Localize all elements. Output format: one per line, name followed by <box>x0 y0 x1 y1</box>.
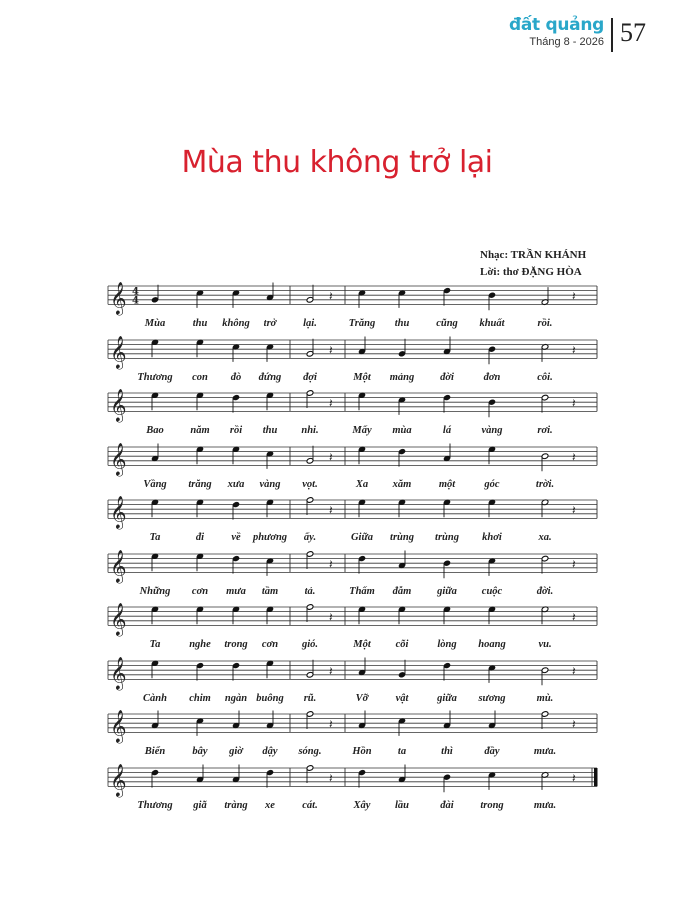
lyric-syllable: đơn <box>483 372 501 383</box>
lyric-syllable: Xây <box>353 800 371 811</box>
lyric-syllable: năm <box>190 425 210 436</box>
lyric-syllable: Biển <box>144 746 166 757</box>
quarter-rest: 𝄽 <box>329 557 333 572</box>
lyric-syllable: thu <box>394 318 410 329</box>
lyric-syllable: mưa. <box>533 800 557 811</box>
lyric-syllable: hoang <box>478 639 506 650</box>
lyric-syllable: Vầng <box>143 479 167 490</box>
treble-clef: 𝄞 <box>110 335 127 369</box>
quarter-rest: 𝄽 <box>572 717 576 732</box>
page-number: 57 <box>620 18 646 47</box>
quarter-rest: 𝄽 <box>329 503 333 518</box>
lyric-syllable: cuộc <box>481 586 503 597</box>
lyric-syllable: Thấm <box>349 586 375 597</box>
lyric-syllable: tràng <box>224 800 248 811</box>
lyric-syllable: giờ <box>229 746 243 757</box>
composer-credit: Nhạc: TRẦN KHÁNH <box>480 249 587 261</box>
quarter-rest: 𝄽 <box>572 450 576 465</box>
lyric-syllable: trở <box>263 318 277 329</box>
lyric-syllable: rơi. <box>537 425 553 436</box>
treble-clef: 𝄞 <box>110 763 127 797</box>
lyric-syllable: cơn <box>261 639 279 650</box>
lyric-syllable: lầu <box>394 800 410 811</box>
lyric-syllable: tả. <box>304 586 316 597</box>
lyric-syllable: về <box>231 532 241 543</box>
lyric-syllable: vu. <box>538 639 552 650</box>
lyric-syllable: Cành <box>143 693 167 704</box>
lyric-syllable: thì <box>441 746 453 757</box>
lyric-syllable: đợi <box>303 372 317 383</box>
lyric-syllable: đời. <box>536 586 554 597</box>
lyric-syllable: Những <box>139 586 171 597</box>
lyric-syllable: Ta <box>149 532 161 543</box>
lyric-syllable: ấy. <box>303 532 317 543</box>
lyric-syllable: rũ. <box>303 693 317 704</box>
lyric-syllable: trong <box>224 639 248 650</box>
lyric-syllable: ngàn <box>224 693 248 704</box>
lyric-syllable: đẫm <box>392 586 412 597</box>
lyric-syllable: rồi <box>229 425 243 436</box>
lyric-syllable: Thương <box>137 800 173 811</box>
lyric-syllable: xa. <box>538 532 552 543</box>
lyric-syllable: rồi. <box>537 318 553 329</box>
lyric-syllable: đò <box>230 372 242 383</box>
lyric-syllable: khuất <box>479 318 505 329</box>
quarter-rest: 𝄽 <box>329 450 333 465</box>
lyric-syllable: lại. <box>303 318 317 329</box>
song-title: Mùa thu không trở lại <box>181 145 493 180</box>
quarter-rest: 𝄽 <box>572 396 576 411</box>
lyric-syllable: trùng <box>390 532 414 543</box>
lyric-syllable: vàng <box>481 425 503 436</box>
lyric-syllable: Hồn <box>352 746 372 757</box>
lyric-syllable: góc <box>484 479 500 490</box>
lyric-syllable: mưa <box>226 586 246 597</box>
treble-clef: 𝄞 <box>110 281 127 315</box>
lyric-syllable: trong <box>480 800 504 811</box>
lyric-syllable: vàng <box>259 479 281 490</box>
time-signature-bottom: 4 <box>132 295 139 307</box>
lyric-syllable: mù. <box>536 693 554 704</box>
lyric-syllable: Một <box>353 639 371 650</box>
lyric-syllable: đi <box>195 532 205 543</box>
lyric-syllable: vật <box>395 693 409 704</box>
lyric-syllable: Giữa <box>350 532 374 543</box>
lyric-syllable: Mấy <box>352 425 372 436</box>
lyric-syllable: chim <box>189 693 211 704</box>
quarter-rest: 𝄽 <box>329 664 333 679</box>
lyric-syllable: lòng <box>437 639 457 650</box>
lyric-syllable: đứng <box>258 372 282 383</box>
lyric-syllable: mùa <box>392 425 412 436</box>
lyric-syllable: Một <box>353 372 371 383</box>
issue-date: Tháng 8 - 2026 <box>529 36 604 48</box>
lyric-syllable: trăng <box>188 479 212 490</box>
lyric-syllable: giã <box>193 800 207 811</box>
treble-clef: 𝄞 <box>110 709 127 743</box>
lyric-syllable: trời. <box>535 479 555 490</box>
treble-clef: 𝄞 <box>110 495 127 529</box>
lyric-syllable: con <box>192 372 208 383</box>
lyric-syllable: xưa <box>227 479 245 490</box>
lyric-syllable: Mùa <box>144 318 166 329</box>
lyric-syllable: sóng. <box>298 746 322 757</box>
quarter-rest: 𝄽 <box>329 717 333 732</box>
lyric-syllable: dậy <box>262 746 278 757</box>
lyric-syllable: Vỡ <box>355 693 369 704</box>
quarter-rest: 𝄽 <box>329 610 333 625</box>
treble-clef: 𝄞 <box>110 442 127 476</box>
lyric-syllable: xăm <box>392 479 412 490</box>
lyric-syllable: tầm <box>261 586 279 597</box>
lyric-syllable: cũng <box>436 318 458 329</box>
lyric-syllable: đời <box>440 372 454 383</box>
lyric-syllable: khơi <box>482 532 502 543</box>
lyric-syllable: mảng <box>389 372 415 383</box>
lyric-syllable: thu <box>192 318 208 329</box>
time-signature-top: 4 <box>132 286 139 298</box>
lyric-syllable: cát. <box>302 800 318 811</box>
quarter-rest: 𝄽 <box>572 289 576 304</box>
lyric-syllable: lá <box>442 425 452 436</box>
lyric-syllable: Xa <box>355 479 369 490</box>
quarter-rest: 𝄽 <box>329 771 333 786</box>
lyric-syllable: đầy <box>484 746 500 757</box>
quarter-rest: 𝄽 <box>329 343 333 358</box>
quarter-rest: 𝄽 <box>572 557 576 572</box>
lyric-syllable: một <box>438 479 456 490</box>
quarter-rest: 𝄽 <box>329 396 333 411</box>
lyric-syllable: Bao <box>146 425 164 436</box>
quarter-rest: 𝄽 <box>572 610 576 625</box>
lyric-syllable: bây <box>192 746 208 757</box>
treble-clef: 𝄞 <box>110 388 127 422</box>
lyric-syllable: buông <box>256 693 284 704</box>
quarter-rest: 𝄽 <box>572 343 576 358</box>
lyric-syllable: nghe <box>189 639 211 650</box>
lyric-syllable: mưa. <box>533 746 557 757</box>
quarter-rest: 𝄽 <box>572 664 576 679</box>
lyric-syllable: ta <box>397 746 407 757</box>
lyric-syllable: cõi <box>395 639 409 650</box>
lyric-syllable: gió. <box>301 639 319 650</box>
treble-clef: 𝄞 <box>110 549 127 583</box>
final-thick-barline <box>594 768 598 786</box>
lyric-syllable: côi. <box>537 372 553 383</box>
lyric-syllable: trùng <box>435 532 459 543</box>
lyric-syllable: giữa <box>437 693 457 704</box>
lyric-syllable: thu <box>262 425 278 436</box>
lyricist-credit: Lời: thơ ĐẶNG HÒA <box>480 266 582 278</box>
lyric-syllable: không <box>222 318 250 329</box>
lyric-syllable: đài <box>440 800 454 811</box>
treble-clef: 𝄞 <box>110 656 127 690</box>
lyric-syllable: Thương <box>137 372 173 383</box>
treble-clef: 𝄞 <box>110 602 127 636</box>
lyric-syllable: xe <box>265 800 275 811</box>
lyric-syllable: vọt. <box>302 479 318 490</box>
quarter-rest: 𝄽 <box>572 503 576 518</box>
lyric-syllable: Trăng <box>348 318 376 329</box>
lyric-syllable: sương <box>478 693 506 704</box>
lyric-syllable: giữa <box>437 586 457 597</box>
lyric-syllable: phương <box>252 532 288 543</box>
lyric-syllable: nhi. <box>301 425 319 436</box>
quarter-rest: 𝄽 <box>572 771 576 786</box>
lyric-syllable: Ta <box>149 639 161 650</box>
magazine-brand: đất quảng <box>508 15 604 35</box>
quarter-rest: 𝄽 <box>329 289 333 304</box>
lyric-syllable: cơn <box>191 586 209 597</box>
